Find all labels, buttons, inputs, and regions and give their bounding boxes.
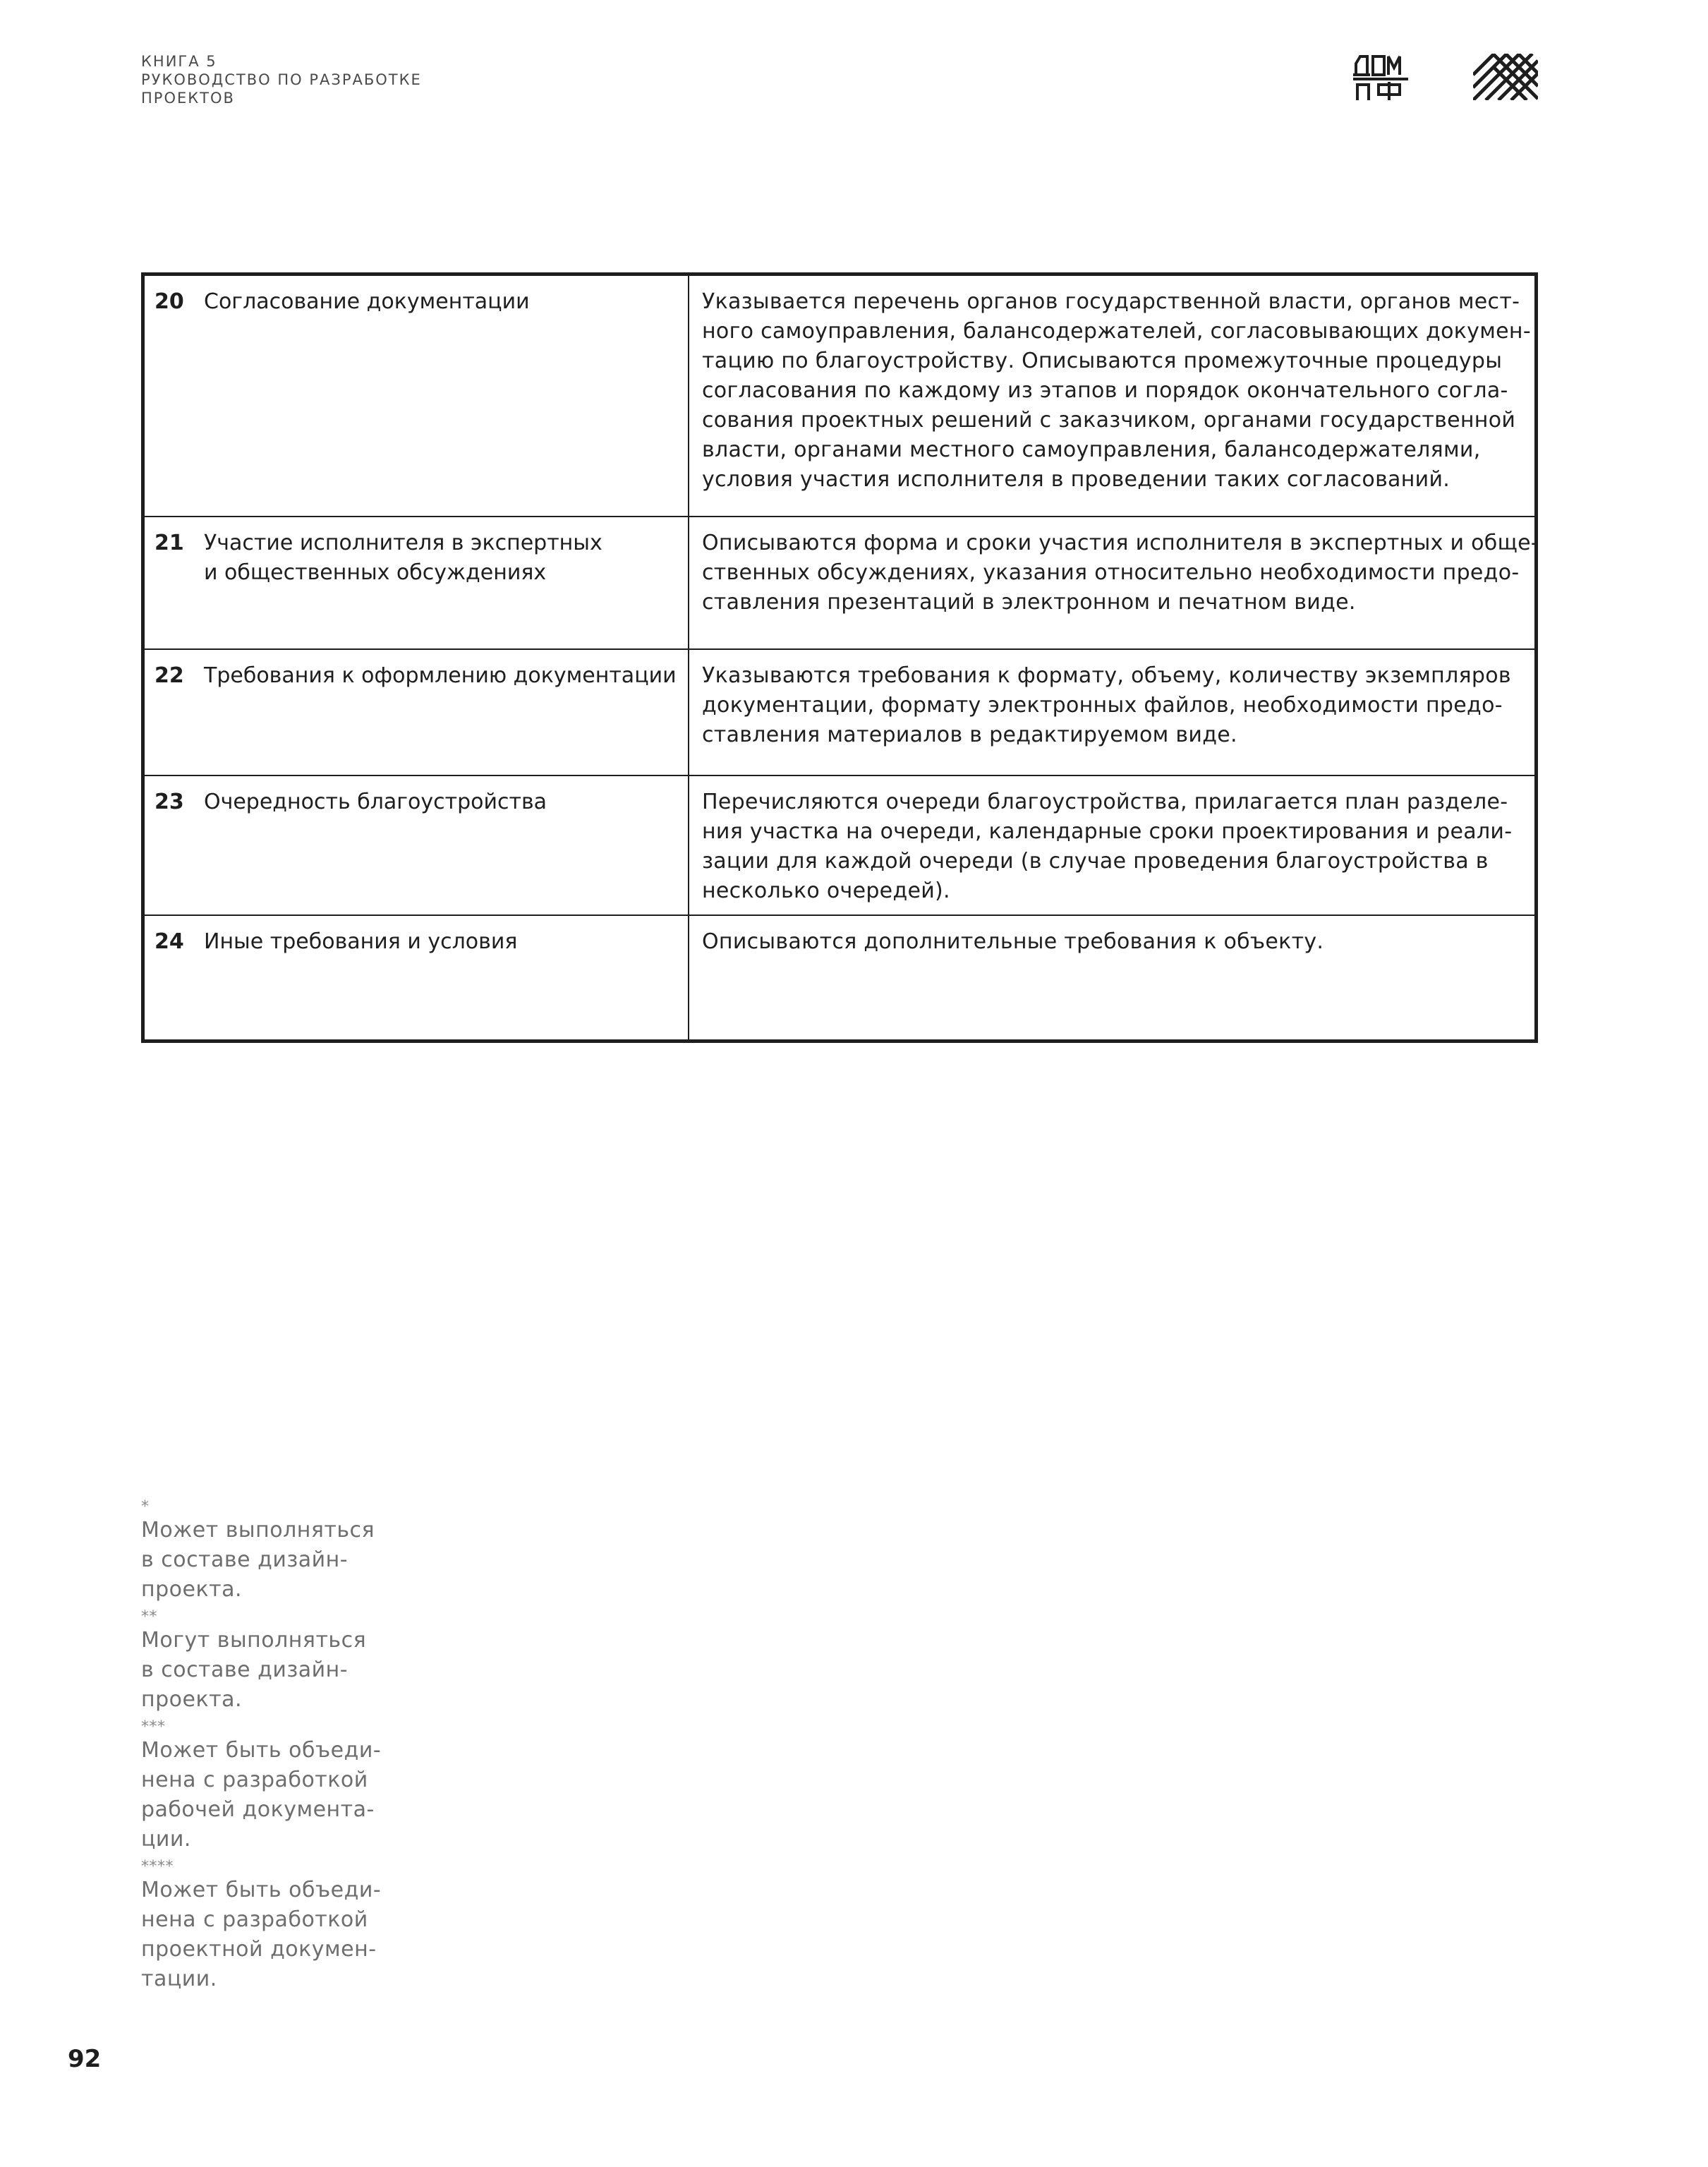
- footnote: [141, 1859, 381, 1994]
- book-header-line: КНИГА 5: [141, 53, 217, 70]
- description-line: согласования по каждому из этапов и порядок окончательного согла-: [702, 378, 1508, 403]
- footnote-line: проекта.: [141, 1687, 242, 1712]
- footnote: [141, 1499, 381, 1605]
- table-cell-description: [689, 274, 1537, 517]
- description-line: условия участия исполнителя в проведении таких согласований.: [702, 467, 1450, 492]
- footnote-line: нена с разработкой: [141, 1768, 368, 1792]
- footnotes: [141, 1495, 381, 1997]
- hatch-pattern-logo: [1473, 54, 1538, 100]
- table-row: [143, 915, 1537, 1042]
- footnote-line: Может быть объеди-: [141, 1878, 382, 1902]
- book-header: [141, 52, 422, 107]
- description-line: зации для каждой очереди (в случае проведения благоустройства в: [702, 849, 1489, 874]
- book-header-line: РУКОВОДСТВО ПО РАЗРАБОТКЕ: [141, 71, 422, 88]
- description-line: ния участка на очереди, календарные сроки проектирования и реали-: [702, 819, 1513, 844]
- footnote-line: Могут выполняться: [141, 1628, 367, 1653]
- footnote-line: проектной докумен-: [141, 1937, 377, 1962]
- row-title-line: Очередность благоустройства: [204, 790, 547, 814]
- description-line: ставления материалов в редактируемом виде.: [702, 723, 1237, 747]
- row-title: [204, 787, 547, 817]
- description-line: власти, органами местного самоуправления, балансодержателями,: [702, 437, 1481, 462]
- row-number: 24: [155, 929, 184, 954]
- row-title-line: Участие исполнителя в экспертных: [204, 531, 602, 555]
- book-header-line: ПРОЕКТОВ: [141, 90, 235, 107]
- footnote-mark: **: [141, 1608, 157, 1626]
- description-line: документации, формату электронных файлов, необходимости предо-: [702, 693, 1503, 718]
- footnote-mark: *: [141, 1498, 150, 1516]
- table-cell-description: [689, 915, 1537, 1042]
- description-line: Указываются требования к формату, объему, количеству экземпляров: [702, 663, 1511, 688]
- footnote-line: тации.: [141, 1967, 217, 1991]
- footnote-mark: ***: [141, 1718, 166, 1736]
- description-line: ственных обсуждениях, указания относительно необходимости предо-: [702, 560, 1520, 585]
- row-number: 23: [155, 790, 184, 814]
- footnote: [141, 1609, 381, 1715]
- footnote-line: проекта.: [141, 1577, 242, 1602]
- description-line: Перечисляются очереди благоустройства, прилагается план разделе-: [702, 790, 1508, 814]
- footnote-line: нена с разработкой: [141, 1907, 368, 1932]
- row-title-line: Иные требования и условия: [204, 929, 518, 954]
- row-number: 20: [155, 289, 184, 314]
- description-line: несколько очередей).: [702, 879, 950, 903]
- requirements-table: [141, 272, 1538, 1043]
- row-title-line: Требования к оформлению документации: [204, 663, 677, 688]
- table-row: [143, 775, 1537, 915]
- table-cell-description: [689, 517, 1537, 649]
- footnote-line: рабочей документа-: [141, 1797, 375, 1822]
- page-number: 92: [68, 2045, 102, 2073]
- footnote: [141, 1719, 381, 1854]
- footnote-mark: ****: [141, 1858, 174, 1876]
- footnote-line: в составе дизайн-: [141, 1547, 349, 1572]
- row-number: 22: [155, 663, 184, 688]
- description-line: Описываются форма и сроки участия исполнителя в экспертных и обще-: [702, 531, 1539, 555]
- description-line: Описываются дополнительные требования к объекту.: [702, 929, 1324, 954]
- description-line: ного самоуправления, балансодержателей, согласовывающих докумен-: [702, 319, 1531, 344]
- table-cell-description: [689, 649, 1537, 775]
- description-line: тацию по благоустройству. Описываются промежуточные процедуры: [702, 349, 1503, 373]
- footnote-line: в составе дизайн-: [141, 1658, 349, 1682]
- footnote-line: Может быть объеди-: [141, 1738, 382, 1763]
- row-title: [204, 927, 517, 957]
- row-title-line: и общественных обсуждениях: [204, 560, 547, 585]
- row-title: [204, 287, 530, 317]
- table-cell-title: [143, 274, 689, 517]
- dom-rf-logo: [1353, 54, 1408, 103]
- table-cell-title: [143, 775, 689, 915]
- row-title: [204, 529, 602, 588]
- description-line: ставления презентаций в электронном и печатном виде.: [702, 590, 1356, 615]
- table-row: [143, 649, 1537, 775]
- table-cell-title: [143, 517, 689, 649]
- footnote-line: Может выполняться: [141, 1518, 375, 1543]
- table-cell-title: [143, 915, 689, 1042]
- table-cell-title: [143, 649, 689, 775]
- description-line: Указывается перечень органов государственной власти, органов мест-: [702, 289, 1520, 314]
- footnote-line: ции.: [141, 1827, 191, 1852]
- table-row: [143, 517, 1537, 649]
- table-row: [143, 274, 1537, 517]
- row-title-line: Согласование документации: [204, 289, 530, 314]
- table-cell-description: [689, 775, 1537, 915]
- description-line: сования проектных решений с заказчиком, органами государственной: [702, 408, 1516, 433]
- row-title: [204, 661, 677, 691]
- row-number: 21: [155, 531, 184, 555]
